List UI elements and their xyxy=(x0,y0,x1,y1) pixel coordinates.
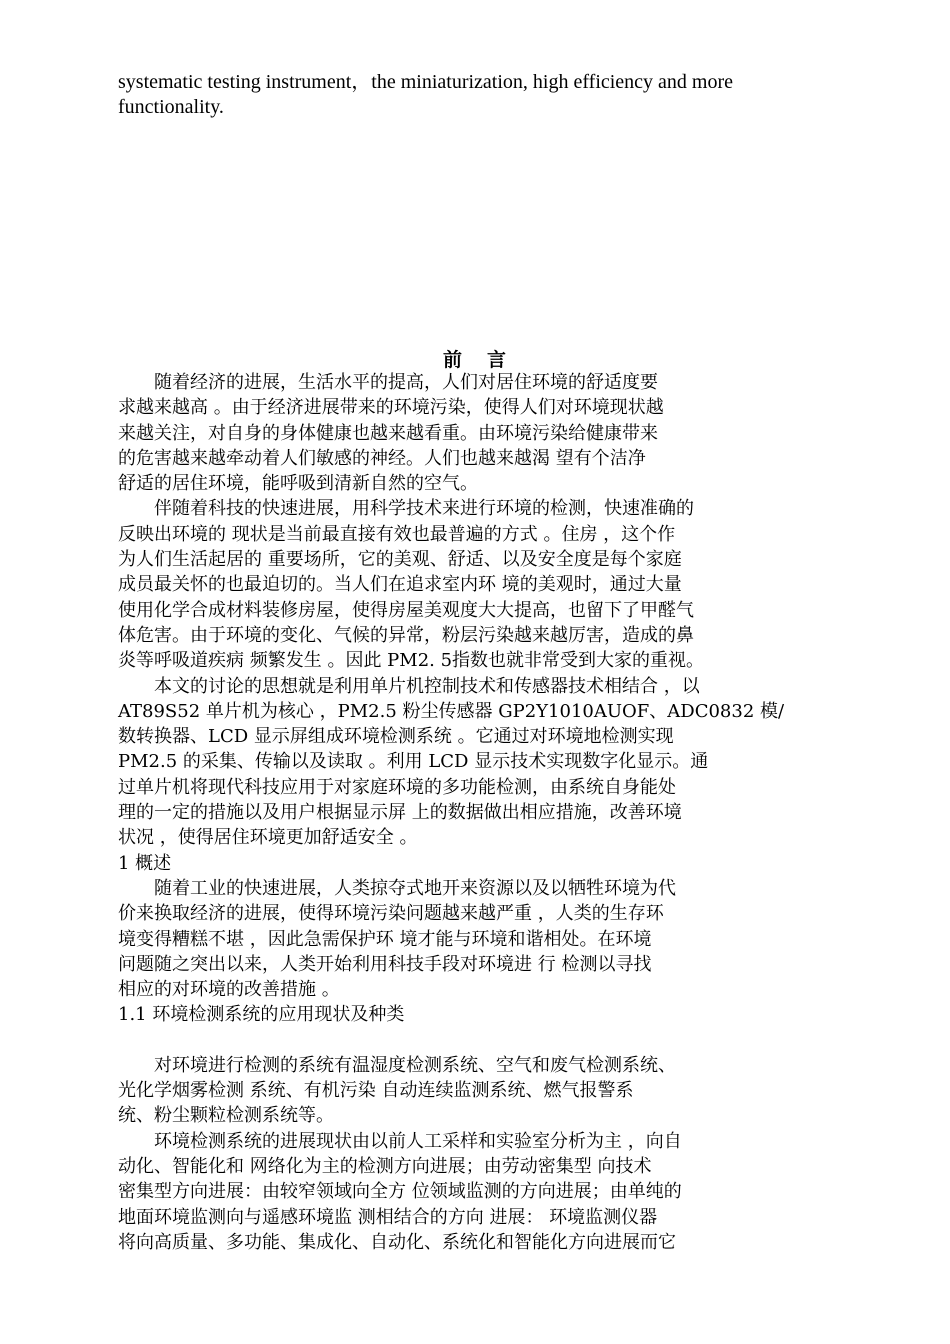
body-line: 伴随着科技的快速进展，用科学技术来进行环境的检测，快速准确的 xyxy=(118,498,694,520)
english-line: functionality. xyxy=(118,96,224,118)
body-line: 随着工业的快速进展，人类掠夺式地开来资源以及以牺牲环境为代 xyxy=(118,877,676,899)
body-line: 为人们生活起居的 重要场所，它的美观、舒适、以及安全度是每个家庭 xyxy=(118,549,682,571)
body-line: 反映出环境的 现状是当前最直接有效也最普遍的方式 。住房 ，这个作 xyxy=(118,523,676,545)
body-line: 舒适的居住环境，能呼吸到清新自然的空气。 xyxy=(118,473,478,495)
body-line: 理的一定的措施以及用户根据显示屏 上的数据做出相应措施，改善环境 xyxy=(118,802,682,824)
body-line: 对环境进行检测的系统有温湿度检测系统、空气和废气检测系统、 xyxy=(118,1054,676,1076)
body-line: 统、粉尘颗粒检测系统等。 xyxy=(118,1105,334,1127)
body-line: AT89S52 单片机为核心 ，PM2.5 粉尘传感器 GP2Y1010AUOF、ADC0832 模/ xyxy=(118,700,785,722)
body-line: 过单片机将现代科技应用于对家庭环境的多功能检测，由系统自身能处 xyxy=(118,776,676,798)
body-line: 问题随之突出以来，人类开始利用科技手段对环境进 行 检测以寻找 xyxy=(118,953,652,975)
body-line: 体危害。由于环境的变化、气候的异常，粉层污染越来越厉害，造成的鼻 xyxy=(118,624,694,646)
body-line: 成员最关怀的也最迫切的。当人们在追求室内环 境的美观时，通过大量 xyxy=(118,574,682,596)
body-line: 密集型方向进展：由较窄领域向全方 位领域监测的方向进展；由单纯的 xyxy=(118,1181,682,1203)
body-line: 来越关注，对自身的身体健康也越来越看重。由环境污染给健康带来 xyxy=(118,422,658,444)
body-line: 的危害越来越牵动着人们敏感的神经。人们也越来越渴 望有个洁净 xyxy=(118,447,646,469)
body-line: 动化、智能化和 网络化为主的检测方向进展；由劳动密集型 向技术 xyxy=(118,1155,652,1177)
body-line: 价来换取经济的进展，使得环境污染问题越来越严重 ，人类的生存环 xyxy=(118,903,664,925)
title-char: 前 xyxy=(442,349,463,371)
title-char: 言 xyxy=(487,349,508,371)
body-line: 1 概述 xyxy=(118,852,172,874)
body-line: 随着经济的进展，生活水平的提高，人们对居住环境的舒适度要 xyxy=(118,372,658,393)
body-line: PM2.5 的采集、传输以及读取 。利用 LCD 显示技术实现数字化显示。通 xyxy=(118,751,709,773)
body-line: 光化学烟雾检测 系统、有机污染 自动连续监测系统、燃气报警系 xyxy=(118,1080,634,1102)
document-body xyxy=(118,370,862,1255)
body-line: 本文的讨论的思想就是利用单片机控制技术和传感器技术相结合 ，以 xyxy=(118,675,700,697)
body-line: 境变得糟糕不堪 ，因此急需保护环 境才能与环境和谐相处。在环境 xyxy=(118,928,652,950)
body-line: 环境检测系统的进展现状由以前人工采样和实验室分析为主 ，向自 xyxy=(118,1130,682,1152)
english-line: systematic testing instrument，the miniaturization, high efficiency and more xyxy=(118,71,734,93)
body-line: 1.1 环境检测系统的应用现状及种类 xyxy=(118,1004,405,1026)
body-line: 使用化学合成材料装修房屋，使得房屋美观度大大提高，也留下了甲醛气 xyxy=(118,599,694,621)
body-line: 求越来越高 。由于经济进展带来的环境污染，使得人们对环境现状越 xyxy=(118,397,664,419)
body-line: 相应的对环境的改善措施 。 xyxy=(118,979,340,1001)
body-line: 炎等呼吸道疾病 频繁发生 。因此 PM2. 5指数也就非常受到大家的重视。 xyxy=(118,650,705,672)
body-line: 状况 ，使得居住环境更加舒适安全 。 xyxy=(118,827,418,849)
blank-line xyxy=(118,1028,862,1053)
body-line: 地面环境监测向与遥感环境监 测相结合的方向 进展： 环境监测仪器 xyxy=(118,1206,658,1228)
body-line: 数转换器、LCD 显示屏组成环境检测系统 。它通过对环境地检测实现 xyxy=(118,726,674,748)
english-abstract-tail xyxy=(118,70,838,120)
section-title-preface xyxy=(0,345,950,372)
body-line: 将向高质量、多功能、集成化、自动化、系统化和智能化方向进展而它 xyxy=(118,1231,676,1253)
